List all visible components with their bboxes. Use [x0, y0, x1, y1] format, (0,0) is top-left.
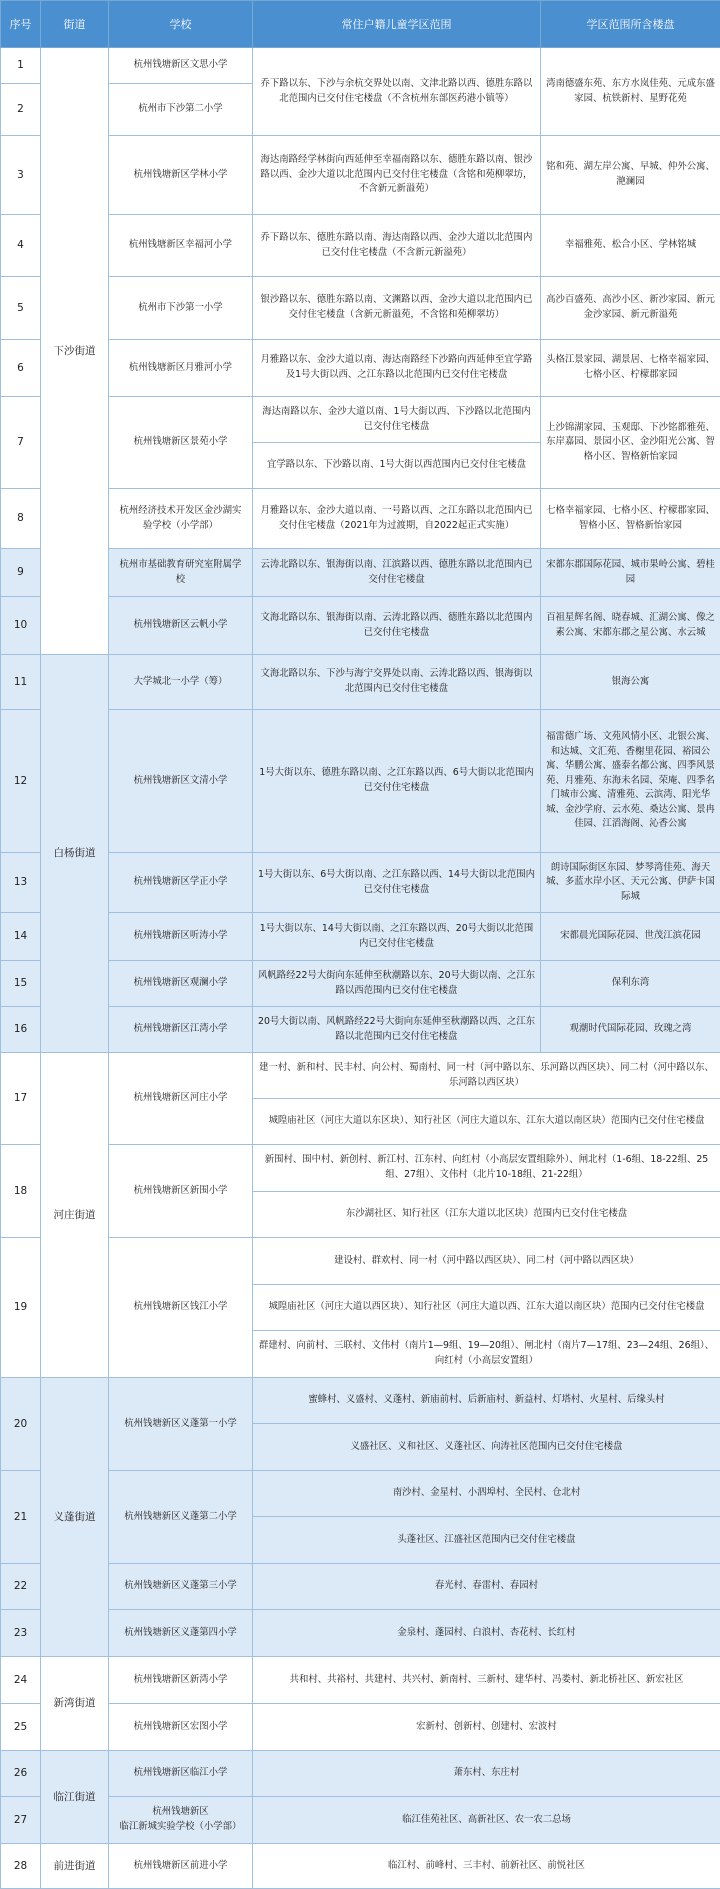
table-row — [1, 655, 720, 710]
row-seq: 18 — [1, 1145, 41, 1238]
school-cell: 杭州钱塘新区河庄小学 — [109, 1053, 253, 1145]
street-cell: 白杨街道 — [41, 655, 109, 1053]
row-seq: 13 — [1, 853, 41, 913]
scope-cell: 城隍庙社区（河庄大道以东区块）、知行社区（河庄大道以东、江东大道以南区块）范围内已交付住宅楼盘 — [253, 1099, 720, 1145]
row-seq: 6 — [1, 340, 41, 397]
scope-cell: 乔下路以东、德胜东路以南、海达南路以西、金沙大道以北范围内已交付住宅楼盘（不含新元新溢苑） — [253, 215, 541, 277]
scope-cell: 金泉村、蓬园村、白浪村、杏花村、长红村 — [253, 1610, 720, 1657]
table-row — [1, 136, 720, 215]
estate-cell: 观潮时代国际花园、玫瑰之湾 — [541, 1007, 720, 1053]
table-row — [1, 1657, 720, 1704]
estate-cell: 保利东湾 — [541, 961, 720, 1007]
scope-cell: 20号大街以南、风帆路经22号大街向东延伸至秋潮路以西、之江东路以北范围内已交付住宅楼盘 — [253, 1007, 541, 1053]
estate-cell: 头格江景家园、湖景居、七格幸福家园、七格小区、柠檬郡家园 — [541, 340, 720, 397]
header-estate: 学区范围所含楼盘 — [541, 1, 720, 48]
scope-cell: 宏新村、创新村、创建村、宏波村 — [253, 1704, 720, 1751]
row-seq: 19 — [1, 1238, 41, 1378]
scope-cell: 临江佳苑社区、高新社区、农一农二总场 — [253, 1797, 720, 1844]
row-seq: 12 — [1, 710, 41, 853]
row-seq: 9 — [1, 549, 41, 597]
scope-cell: 城隍庙社区（河庄大道以西区块）、知行社区（河庄大道以西、江东大道以南区块）范围内已交付住宅楼盘 — [253, 1285, 720, 1331]
school-cell — [109, 1797, 253, 1844]
table-row — [1, 597, 720, 655]
street-cell: 下沙街道 — [41, 48, 109, 655]
row-seq: 22 — [1, 1564, 41, 1610]
table-row — [1, 1145, 720, 1192]
scope-cell: 春光村、春雷村、春园村 — [253, 1564, 720, 1610]
scope-cell: 临江村、前峰村、三丰村、前新社区、前悦社区 — [253, 1844, 720, 1889]
row-seq: 25 — [1, 1704, 41, 1751]
scope-cell: 月雅路以东、金沙大道以南、一号路以西、之江东路以北范围内已交付住宅楼盘（2021年为过渡期，自2022起正式实施） — [253, 489, 541, 549]
row-seq: 28 — [1, 1844, 41, 1889]
row-seq: 21 — [1, 1471, 41, 1564]
estate-cell: 幸福雅苑、松合小区、学林铭城 — [541, 215, 720, 277]
table-row — [1, 1610, 720, 1657]
school-cell: 杭州钱塘新区前进小学 — [109, 1844, 253, 1889]
table-row — [1, 710, 720, 853]
school-cell: 杭州钱塘新区文思小学 — [109, 48, 253, 84]
street-cell: 新湾街道 — [41, 1657, 109, 1751]
school-name-line: 临江新城实验学校（小学部） — [115, 1820, 246, 1835]
table-row — [1, 913, 720, 961]
row-seq: 15 — [1, 961, 41, 1007]
street-cell: 义蓬街道 — [41, 1378, 109, 1657]
table-row — [1, 853, 720, 913]
school-cell: 大学城北一小学（筹） — [109, 655, 253, 710]
row-seq: 11 — [1, 655, 41, 710]
scope-cell: 海达南路以东、金沙大道以南、1号大街以西、下沙路以北范围内已交付住宅楼盘 — [253, 397, 541, 443]
scope-cell: 风帆路经22号大街向东延伸至秋潮路以东、20号大街以南、之江东路以西范围内已交付住宅楼盘 — [253, 961, 541, 1007]
scope-cell: 萧东村、东庄村 — [253, 1751, 720, 1797]
table-row — [1, 961, 720, 1007]
school-cell: 杭州钱塘新区文清小学 — [109, 710, 253, 853]
scope-cell: 海达南路经学林街向西延伸至幸福南路以东、德胜东路以南、银沙路以西、金沙大道以北范围内已交付住宅楼盘（含铭和苑柳翠坊，不含新元新溢苑） — [253, 136, 541, 215]
scope-cell: 义盛社区、义和社区、义蓬社区、向涛社区范围内已交付住宅楼盘 — [253, 1424, 720, 1471]
table-row — [1, 215, 720, 277]
school-cell: 杭州经济技术开发区金沙湖实验学校（小学部） — [109, 489, 253, 549]
scope-cell: 乔下路以东、下沙与余杭交界处以南、文津北路以西、德胜东路以北范围内已交付住宅楼盘（不含杭州东部医药港小镇等） — [253, 48, 541, 136]
row-seq: 27 — [1, 1797, 41, 1844]
school-cell: 杭州钱塘新区学正小学 — [109, 853, 253, 913]
scope-cell: 蜜蜂村、义盛村、义蓬村、新庙前村、后新庙村、新益村、灯塔村、火星村、后缘头村 — [253, 1378, 720, 1424]
school-cell: 杭州钱塘新区学林小学 — [109, 136, 253, 215]
school-cell: 杭州钱塘新区钱江小学 — [109, 1238, 253, 1378]
school-cell: 杭州钱塘新区江湾小学 — [109, 1007, 253, 1053]
scope-cell: 1号大街以东、德胜东路以南、之江东路以西、6号大街以北范围内已交付住宅楼盘 — [253, 710, 541, 853]
table-row — [1, 1564, 720, 1610]
school-cell: 杭州市基础教育研究室附属学校 — [109, 549, 253, 597]
school-cell: 杭州市下沙第一小学 — [109, 277, 253, 340]
header-street: 街道 — [41, 1, 109, 48]
scope-cell: 共和村、共裕村、共建村、共兴村、新南村、三新村、建华村、冯娄村、新北桥社区、新宏社区 — [253, 1657, 720, 1704]
scope-cell: 南沙村、金星村、小泗埠村、全民村、仓北村 — [253, 1471, 720, 1517]
row-seq: 20 — [1, 1378, 41, 1471]
school-cell: 杭州钱塘新区云帆小学 — [109, 597, 253, 655]
row-seq: 14 — [1, 913, 41, 961]
school-cell: 杭州钱塘新区新湾小学 — [109, 1657, 253, 1704]
scope-cell: 文海北路以东、下沙与海宁交界处以南、云涛北路以西、银海街以北范围内已交付住宅楼盘 — [253, 655, 541, 710]
table-row — [1, 48, 720, 84]
school-cell: 杭州钱塘新区义蓬第二小学 — [109, 1471, 253, 1564]
estate-cell: 银海公寓 — [541, 655, 720, 710]
header-seq: 序号 — [1, 1, 41, 48]
school-cell: 杭州市下沙第二小学 — [109, 84, 253, 136]
school-cell: 杭州钱塘新区义蓬第四小学 — [109, 1610, 253, 1657]
row-seq: 24 — [1, 1657, 41, 1704]
table-row — [1, 1238, 720, 1285]
scope-cell: 东沙湖社区、知行社区（江东大道以北区块）范围内已交付住宅楼盘 — [253, 1192, 720, 1238]
street-cell: 河庄街道 — [41, 1053, 109, 1378]
school-cell: 杭州钱塘新区幸福河小学 — [109, 215, 253, 277]
row-seq: 17 — [1, 1053, 41, 1145]
estate-cell: 宋都晨光国际花园、世茂江滨花园 — [541, 913, 720, 961]
row-seq: 23 — [1, 1610, 41, 1657]
school-cell: 杭州钱塘新区听涛小学 — [109, 913, 253, 961]
table-row — [1, 1797, 720, 1844]
estate-cell: 宋都东郡国际花园、城市果岭公寓、碧桂园 — [541, 549, 720, 597]
row-seq: 26 — [1, 1751, 41, 1797]
table-row — [1, 1471, 720, 1517]
scope-cell: 群建村、向前村、三联村、文伟村（南片1—9组、19—20组）、闸北村（南片7—17组、23—24组、26组）、向红村（小高层安置组） — [253, 1331, 720, 1378]
scope-cell: 新围村、围中村、新创村、新江村、江东村、向红村（小高层安置组除外）、闸北村（1-6组、18-22组、25组、27组）、文伟村（北片10-18组、21-22组） — [253, 1145, 720, 1192]
estate-cell: 百祖星辉名阁、晓春城、汇湖公寓、像之素公寓、宋都东郡之星公寓、水云城 — [541, 597, 720, 655]
school-cell: 杭州钱塘新区义蓬第三小学 — [109, 1564, 253, 1610]
scope-cell: 文海北路以东、银海街以南、云涛北路以西、德胜东路以北范围内已交付住宅楼盘 — [253, 597, 541, 655]
table-row — [1, 1844, 720, 1889]
header-scope: 常住户籍儿童学区范围 — [253, 1, 541, 48]
table-header-row — [1, 1, 720, 48]
school-cell: 杭州钱塘新区新围小学 — [109, 1145, 253, 1238]
scope-cell: 银沙路以东、德胜东路以南、文渊路以西、金沙大道以北范围内已交付住宅楼盘（含新元新溢苑，不含铭和苑柳翠坊） — [253, 277, 541, 340]
table-row — [1, 489, 720, 549]
table-row — [1, 1751, 720, 1797]
scope-cell: 1号大街以东、14号大街以南、之江东路以西、20号大街以北范围内已交付住宅楼盘 — [253, 913, 541, 961]
scope-cell: 建一村、新和村、民丰村、向公村、蜀南村、同一村（河中路以东、乐河路以西区块）、同二村（河中路以东、乐河路以西区块） — [253, 1053, 720, 1099]
row-seq: 10 — [1, 597, 41, 655]
table-row — [1, 277, 720, 340]
table-row — [1, 1007, 720, 1053]
table-row — [1, 397, 720, 443]
estate-cell: 湾南德盛东苑、东方水岚佳苑、元成东盛家园、杭铁新村、星野花苑 — [541, 48, 720, 136]
school-cell: 杭州钱塘新区临江小学 — [109, 1751, 253, 1797]
table-row — [1, 549, 720, 597]
scope-cell: 宜学路以东、下沙路以南、1号大街以西范围内已交付住宅楼盘 — [253, 443, 541, 489]
school-cell: 杭州钱塘新区宏图小学 — [109, 1704, 253, 1751]
estate-cell: 铭和苑、湖左岸公寓、早城、仲外公寓、滟澜园 — [541, 136, 720, 215]
school-cell: 杭州钱塘新区景苑小学 — [109, 397, 253, 489]
table-row — [1, 1053, 720, 1099]
estate-cell: 朗诗国际街区东园、梦琴湾佳苑、海天城、多蓝水岸小区、天元公寓、伊萨卡国际城 — [541, 853, 720, 913]
estate-cell: 七格幸福家园、七格小区、柠檬郡家园、智格小区、智格新怡家园 — [541, 489, 720, 549]
row-seq: 1 — [1, 48, 41, 84]
estate-cell: 上沙锦湖家园、玉观邸、下沙铭都雅苑、东岸嘉园、景园小区、金沙阳光公寓、智格小区、智格新怡家园 — [541, 397, 720, 489]
scope-cell: 月雅路以东、金沙大道以南、海达南路经下沙路向西延伸至宜学路及1号大街以西、之江东路以北范围内已交付住宅楼盘 — [253, 340, 541, 397]
scope-cell: 1号大街以东、6号大街以南、之江东路以西、14号大街以北范围内已交付住宅楼盘 — [253, 853, 541, 913]
school-cell: 杭州钱塘新区观澜小学 — [109, 961, 253, 1007]
estate-cell: 福雷德广场、文苑风情小区、北银公寓、和达城、文汇苑、香榭里花园、裕园公寓、华鹏公寓、盛泰名都公寓、四季风景苑、月雅苑、东海未名园、荣庵、四季名门城市公寓、清雅苑、云滨湾、阳光华城、金沙学府、云水苑、桑达公寓、景冉佳园、江滔海阁、沁香公寓 — [541, 710, 720, 853]
school-cell: 杭州钱塘新区义蓬第一小学 — [109, 1378, 253, 1471]
street-cell: 前进街道 — [41, 1844, 109, 1889]
header-school: 学校 — [109, 1, 253, 48]
table-row — [1, 1704, 720, 1751]
row-seq: 7 — [1, 397, 41, 489]
estate-cell: 高沙百盛苑、高沙小区、新沙家园、新元金沙家园、新元新溢苑 — [541, 277, 720, 340]
row-seq: 2 — [1, 84, 41, 136]
scope-cell: 头蓬社区、江盛社区范围内已交付住宅楼盘 — [253, 1517, 720, 1564]
street-cell: 临江街道 — [41, 1751, 109, 1844]
row-seq: 5 — [1, 277, 41, 340]
scope-cell: 建设村、群欢村、同一村（河中路以西区块）、同二村（河中路以西区块） — [253, 1238, 720, 1285]
scope-cell: 云涛北路以东、银海街以南、江滨路以西、德胜东路以北范围内已交付住宅楼盘 — [253, 549, 541, 597]
table-row — [1, 1378, 720, 1424]
row-seq: 8 — [1, 489, 41, 549]
row-seq: 3 — [1, 136, 41, 215]
row-seq: 16 — [1, 1007, 41, 1053]
table-row — [1, 340, 720, 397]
row-seq: 4 — [1, 215, 41, 277]
school-cell: 杭州钱塘新区月雅河小学 — [109, 340, 253, 397]
school-name-line: 杭州钱塘新区 — [115, 1805, 246, 1820]
